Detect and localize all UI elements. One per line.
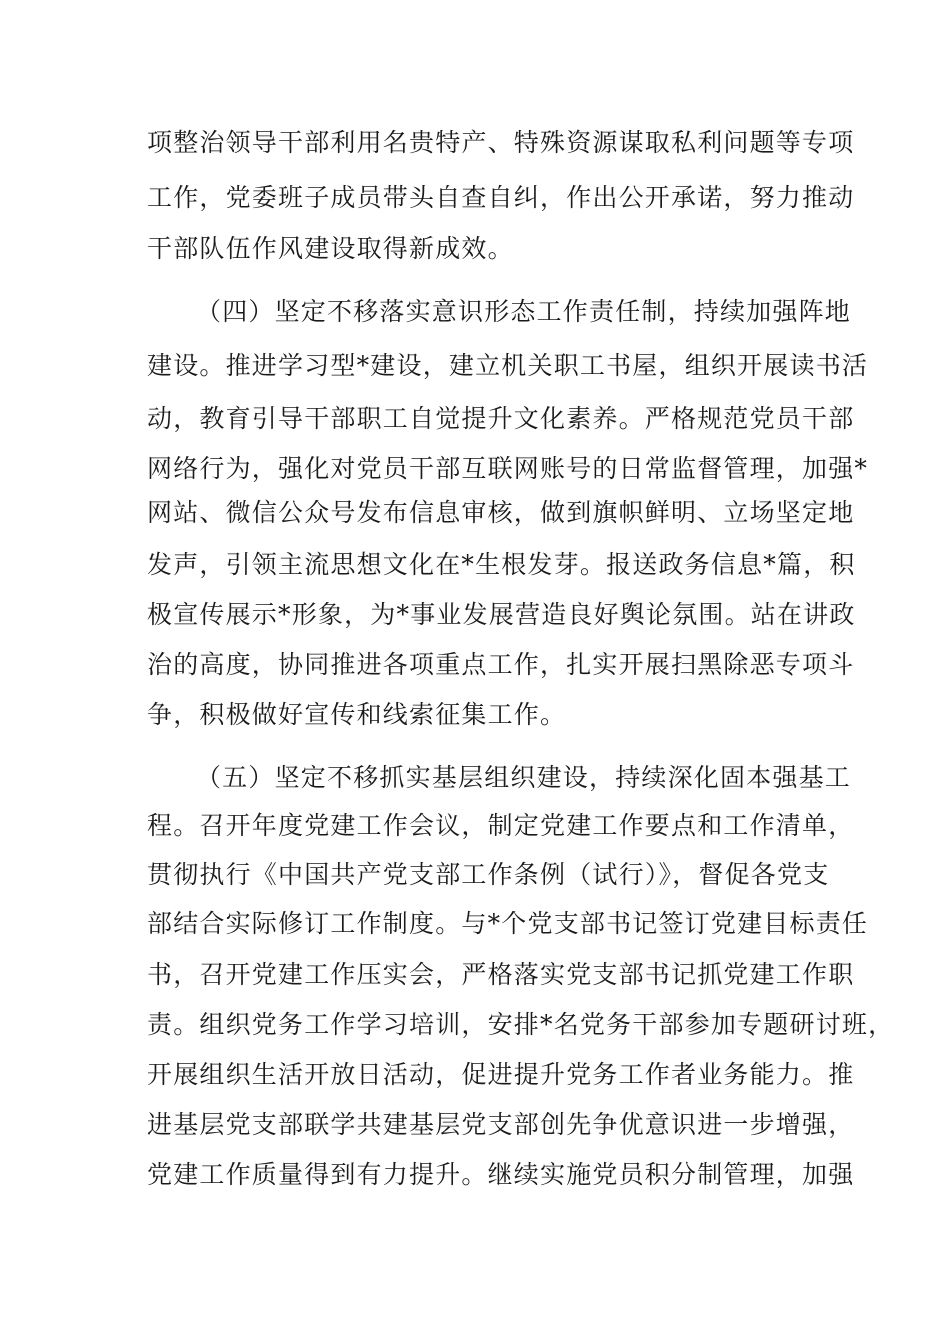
text-line: 部结合实际修订工作制度。与*个党支部书记签订党建目标责任 xyxy=(147,909,869,938)
text-line: 争，积极做好宣传和线索征集工作。 xyxy=(147,700,567,729)
text-line: 干部队伍作风建设取得新成效。 xyxy=(147,234,514,263)
text-line: 进基层党支部联学共建基层党支部创先争优意识进一步增强， xyxy=(147,1110,855,1139)
text-line: 网站、微信公众号发布信息审核，做到旗帜鲜明、立场坚定地 xyxy=(147,498,855,527)
text-line: 工作，党委班子成员带头自查自纠，作出公开承诺，努力推动 xyxy=(147,183,855,212)
text-line: （四）坚定不移落实意识形态工作责任制，持续加强阵地 xyxy=(196,297,852,326)
text-line: 建设。推进学习型*建设，建立机关职工书屋，组织开展读书活 xyxy=(147,351,869,380)
text-line: 书，召开党建工作压实会，严格落实党支部书记抓党建工作职 xyxy=(147,960,855,989)
text-line: 极宣传展示*形象，为*事业发展营造良好舆论氛围。站在讲政 xyxy=(147,600,856,629)
text-line: 党建工作质量得到有力提升。继续实施党员积分制管理，加强 xyxy=(147,1160,855,1189)
text-line: （五）坚定不移抓实基层组织建设，持续深化固本强基工 xyxy=(196,763,852,792)
text-line: 动，教育引导干部职工自觉提升文化素养。严格规范党员干部 xyxy=(147,404,855,433)
text-line: 发声，引领主流思想文化在*生根发芽。报送政务信息*篇，积 xyxy=(147,550,856,579)
text-line: 项整治领导干部利用名贵特产、特殊资源谋取私利问题等专项 xyxy=(147,128,855,157)
text-line: 责。组织党务工作学习培训，安排*名党务干部参加专题研讨班， xyxy=(147,1010,895,1039)
text-line: 程。召开年度党建工作会议，制定党建工作要点和工作清单， xyxy=(147,811,855,840)
text-line: 贯彻执行《中国共产党支部工作条例（试行）》，督促各党支 xyxy=(147,860,830,889)
text-line: 开展组织生活开放日活动，促进提升党务工作者业务能力。推 xyxy=(147,1060,855,1089)
text-line: 治的高度，协同推进各项重点工作，扎实开展扫黑除恶专项斗 xyxy=(147,650,855,679)
text-line: 网络行为，强化对党员干部互联网账号的日常监督管理，加强* xyxy=(147,454,869,483)
